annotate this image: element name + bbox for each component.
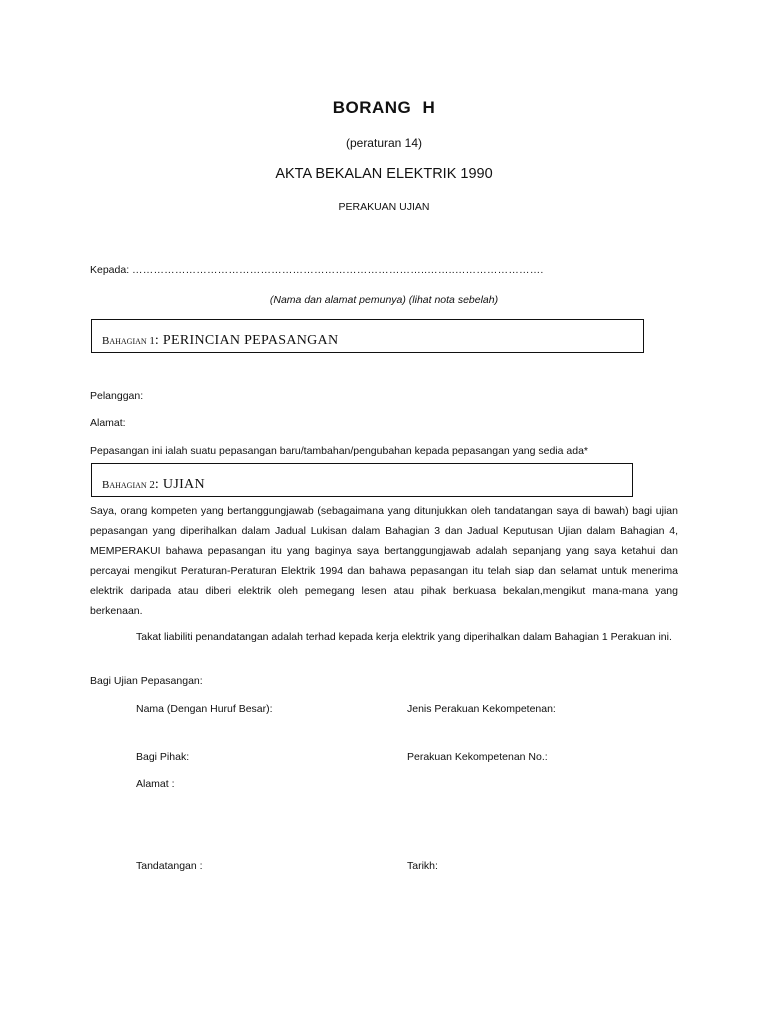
recipient-note: (Nama dan alamat pemunya) (lihat nota sebelah) xyxy=(269,294,499,306)
signature-field[interactable]: Tandatangan : xyxy=(136,860,203,872)
section-1-header xyxy=(91,319,644,353)
address-field[interactable]: Alamat: xyxy=(90,417,126,429)
section-2-number: Bahagian 2 xyxy=(102,479,155,491)
signatory-address-field[interactable]: Alamat : xyxy=(136,778,175,790)
section-2-label xyxy=(102,475,205,493)
section-1-label xyxy=(102,331,338,349)
liability-paragraph: Takat liabiliti penandatangan adalah terhad kepada kerja elektrik yang diperihalkan dalam Bahagian 1 Perakuan ini. xyxy=(136,631,672,643)
on-behalf-of-field[interactable]: Bagi Pihak: xyxy=(136,751,190,763)
test-installation-heading: Bagi Ujian Pepasangan: xyxy=(90,675,203,687)
declaration-paragraph: Saya, orang kompeten yang bertanggungjawab (sebagaimana yang ditunjukkan oleh tandatangan saya di bawah) bagi ujian pepasangan yang diperihalkan dalam Jadual Lukisan dalam Bahagian 3 dan Jadual Keputusan Ujian dalam Bahagian 4, MEMPERAKUI bahawa pepasangan itu yang baginya saya bertanggungjawab adalah sepanjang yang saya ketahui dan percayai mengikut Peraturan-Peraturan Elektrik 1994 dan bahawa pepasangan itu telah siap dan selamat untuk menerima elektrik daripada atau diberi elektrik oleh pemegang lesen atau pihak berkuasa bekalan,mengikut mana-mana yang berkenaan. xyxy=(90,505,678,617)
competency-number-field[interactable]: Perakuan Kekompetenan No.: xyxy=(407,751,548,763)
act-title: AKTA BEKALAN ELEKTRIK 1990 xyxy=(275,166,493,182)
regulation-reference: (peraturan 14) xyxy=(345,136,423,150)
installation-type-statement: Pepasangan ini ialah suatu pepasangan baru/tambahan/pengubahan kepada pepasangan yang sedia ada* xyxy=(90,445,589,457)
section-2-title: : UJIAN xyxy=(154,477,205,492)
section-1-number: Bahagian 1 xyxy=(102,335,155,347)
customer-field[interactable]: Pelanggan: xyxy=(90,390,144,402)
recipient-field[interactable]: ………………………………………………………………………..……..……………………. xyxy=(132,264,544,276)
section-2-header xyxy=(91,463,633,497)
date-field[interactable]: Tarikh: xyxy=(407,860,438,872)
competency-type-field[interactable]: Jenis Perakuan Kekompetenan: xyxy=(407,703,556,715)
certificate-title: PERAKUAN UJIAN xyxy=(338,201,430,213)
section-1-title: : PERINCIAN PEPASANGAN xyxy=(154,333,339,348)
form-title: BORANG H xyxy=(332,98,436,117)
name-field[interactable]: Nama (Dengan Huruf Besar): xyxy=(136,703,273,715)
recipient-row xyxy=(90,264,544,276)
recipient-label: Kepada: xyxy=(90,264,130,276)
